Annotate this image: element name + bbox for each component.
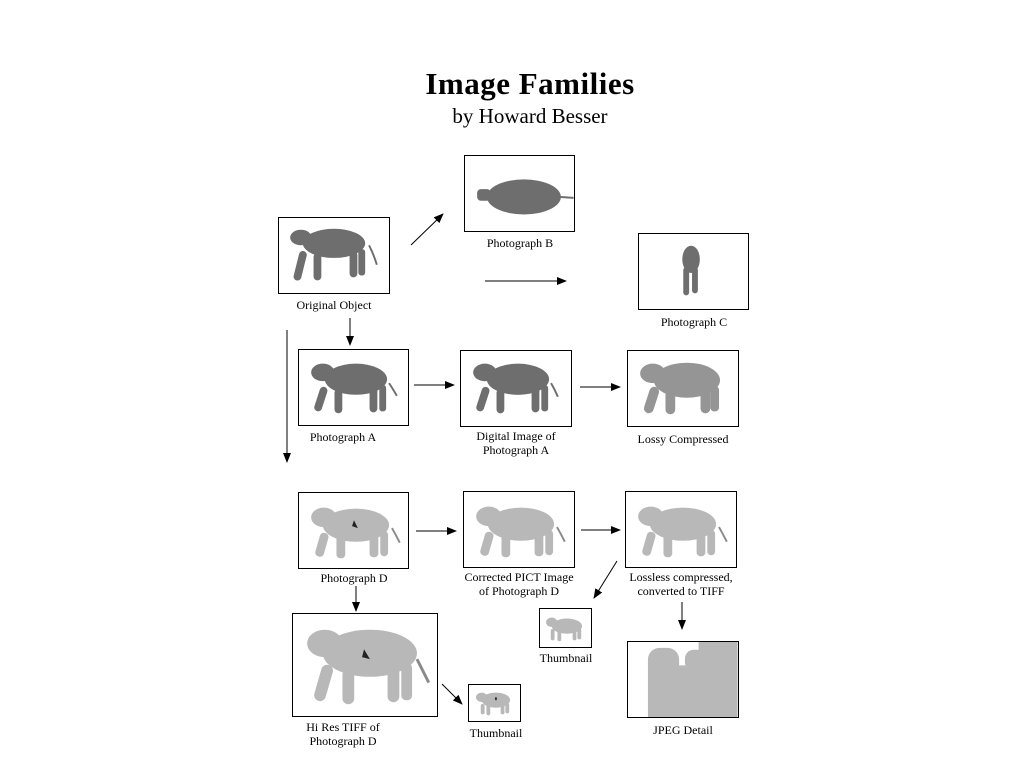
arrow-hires-to-thumb [442, 684, 462, 704]
caption-photograph-b: Photograph B [486, 236, 554, 250]
caption-lossless-line1: Lossless compressed, [629, 570, 733, 584]
pig-silhouette-icon [461, 351, 571, 426]
photograph-d-image [298, 492, 409, 569]
hi-res-tiff-image [292, 613, 438, 717]
caption-photograph-d: Photograph D [320, 571, 388, 585]
page-subtitle: by Howard Besser [452, 104, 608, 128]
caption-lossless [606, 570, 756, 598]
caption-hi-res-tiff-line2: Photograph D [309, 734, 377, 748]
pig-silhouette-icon [279, 218, 389, 293]
pig-top-view-icon [465, 156, 574, 231]
light-pig-icon [469, 685, 520, 721]
caption-jpeg-detail: JPEG Detail [653, 723, 713, 737]
caption-lossless-line2: converted to TIFF [637, 584, 725, 598]
corrected-pict-image [463, 491, 575, 568]
light-pig-icon [540, 609, 591, 647]
lossy-compressed-image [627, 350, 739, 427]
caption-lossy-compressed: Lossy Compressed [637, 432, 729, 446]
caption-digital-image-a-line1: Digital Image of [476, 429, 556, 443]
light-pig-icon [293, 614, 437, 716]
caption-corrected-pict-line2: of Photograph D [479, 584, 559, 598]
caption-photograph-c: Photograph C [660, 315, 728, 329]
caption-thumbnail-mid: Thumbnail [539, 651, 593, 665]
photograph-b-image [464, 155, 575, 232]
thumbnail-mid-image [539, 608, 592, 648]
caption-digital-image-a [450, 429, 582, 457]
arrow-original-to-b [411, 214, 443, 245]
pig-rear-view-icon [639, 234, 748, 309]
caption-thumbnail-low: Thumbnail [469, 726, 523, 740]
photograph-a-image [298, 349, 409, 426]
lossless-tiff-image [625, 491, 737, 568]
caption-photograph-a: Photograph A [309, 430, 377, 444]
page-title: Image Families [425, 66, 635, 101]
thumbnail-low-image [468, 684, 521, 722]
light-pig-icon [626, 492, 736, 567]
pig-silhouette-icon [299, 350, 408, 425]
caption-corrected-pict [440, 570, 598, 598]
caption-digital-image-a-line2: Photograph A [482, 443, 550, 457]
digital-image-a-image [460, 350, 572, 427]
jpeg-detail-image [627, 641, 739, 718]
caption-hi-res-tiff-line1: Hi Res TIFF of [306, 720, 380, 734]
blurred-pig-icon [628, 351, 738, 426]
photograph-c-image [638, 233, 749, 310]
light-pig-icon [464, 492, 574, 567]
caption-hi-res-tiff [291, 720, 395, 748]
caption-original-object: Original Object [296, 298, 372, 312]
pig-detail-crop-icon [628, 642, 738, 717]
original-object-image [278, 217, 390, 294]
caption-corrected-pict-line1: Corrected PICT Image [464, 570, 574, 584]
light-pig-icon [299, 493, 408, 568]
